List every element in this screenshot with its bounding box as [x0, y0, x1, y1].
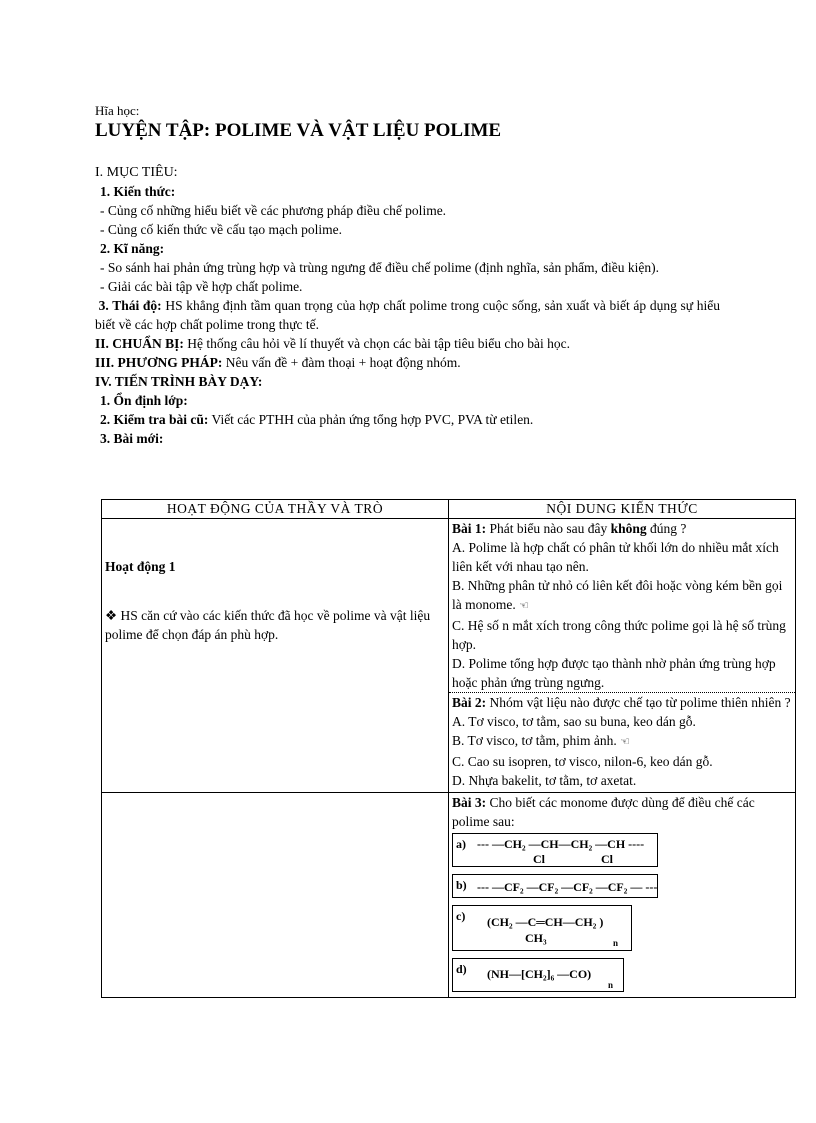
activity-text-block — [105, 606, 445, 644]
skills-item: - So sánh hai phản ứng trùng hợp và trùng ngưng để điều chế polime (định nghĩa, sản phẩm, điều kiện). — [100, 260, 660, 275]
skills-item: - Giải các bài tập về hợp chất polime. — [100, 279, 303, 294]
option-b — [452, 576, 792, 616]
formula-chain: --- —CF₂ —CF₂ —CF₂ —CF₂ — --- — [477, 880, 658, 894]
preparation-label: II. CHUẨN BỊ: — [95, 336, 184, 351]
question-label: Bài 1: — [452, 521, 487, 536]
option-c: C. Hệ số n mắt xích trong công thức polime gọi là hệ số trùng hợp. — [452, 618, 786, 652]
formula-substituent: Cl — [533, 852, 545, 866]
attitude-label: 3. Thái độ: — [98, 298, 162, 313]
content-cell — [449, 793, 796, 998]
answer-mark-icon: ☜ — [620, 736, 631, 748]
activity-cell — [102, 793, 449, 998]
formula-c — [452, 905, 632, 951]
option-text: B. Tơ visco, tơ tằm, phim ảnh. — [452, 733, 617, 748]
document-page — [95, 103, 725, 448]
step-3: 3. Bài mới: — [100, 431, 164, 446]
formula-label: d) — [456, 962, 467, 976]
knowledge-item: - Củng cố kiến thức về cấu tạo mạch polime. — [100, 222, 342, 237]
step-2-label: 2. Kiểm tra bài cũ: — [100, 412, 209, 427]
bullet-icon: ❖ — [105, 608, 118, 623]
option-c: C. Cao su isopren, tơ visco, nilon-6, keo dán gỗ. — [452, 754, 713, 769]
activity-title: Hoạt động 1 — [105, 559, 176, 574]
question-1-stem — [452, 519, 792, 538]
option-d: D. Nhựa bakelit, tơ tằm, tơ axetat. — [452, 773, 637, 788]
formula-label: a) — [456, 837, 466, 851]
lesson-table — [101, 499, 796, 998]
formula-chain: --- —CH₂ —CH—CH₂ —CH ---- — [477, 837, 645, 851]
question-emphasis: không — [610, 521, 647, 536]
formula-label: b) — [456, 878, 467, 892]
formula-subscript: n — [613, 938, 619, 948]
question-text: Nhóm vật liệu nào được chế tạo từ polime thiên nhiên ? — [489, 695, 791, 710]
question-text: đúng ? — [650, 521, 687, 536]
question-2-stem — [452, 693, 792, 712]
table-header-row — [102, 500, 796, 519]
question-3-stem — [452, 793, 792, 831]
preparation-line — [95, 334, 725, 353]
question-label: Bài 2: — [452, 695, 487, 710]
column-header: NỘI DUNG KIẾN THỨC — [449, 500, 796, 519]
formula-substituent: Cl — [601, 852, 613, 866]
option-a: A. Polime là hợp chất có phân tử khối lớn do nhiều mắt xích liên kết với nhau tạo nên. — [452, 540, 779, 574]
method-label: III. PHƯƠNG PHÁP: — [95, 355, 223, 370]
column-header: HOẠT ĐỘNG CỦA THẦY VÀ TRÒ — [102, 500, 449, 519]
formula-chain: (NH—[CH₂]₆ —CO) — [487, 967, 592, 981]
question-label: Bài 3: — [452, 795, 487, 810]
table-row — [102, 793, 796, 998]
formula-a — [452, 833, 658, 867]
step-2-text: Viết các PTHH của phản ứng tổng hợp PVC, PVA từ etilen. — [211, 412, 534, 427]
section-objectives-heading: I. MỤC TIÊU: — [95, 165, 178, 180]
step-1: 1. Ổn định lớp: — [100, 393, 188, 408]
knowledge-heading: 1. Kiến thức: — [100, 184, 176, 199]
option-a: A. Tơ visco, tơ tằm, sao su buna, keo dán gỗ. — [452, 714, 696, 729]
option-text: B. Những phân tử nhỏ có liên kết đôi hoặc vòng kém bền gọi là monome. — [452, 578, 783, 612]
table-row — [102, 519, 796, 793]
step-2 — [95, 410, 725, 429]
formula-subscript: n — [608, 980, 614, 990]
formula-label: c) — [456, 909, 466, 923]
formula-b — [452, 874, 658, 898]
question-text: Cho biết các monome được dùng để điều chế các polime sau: — [452, 795, 755, 829]
option-d: D. Polime tổng hợp được tạo thành nhờ phản ứng trùng hợp hoặc phản ứng trùng ngưng. — [452, 656, 776, 690]
activity-text: HS căn cứ vào các kiến thức đã học về polime và vật liệu polime để chọn đáp án phù hợp. — [105, 608, 431, 642]
attitude-text: HS khẳng định tầm quan trọng của hợp chất polime trong cuộc sống, sản xuất và biết áp dụng sự hiểu biết về các hợp chất polime trong thực tế. — [95, 298, 720, 332]
answer-mark-icon: ☜ — [519, 600, 529, 612]
option-b — [452, 731, 792, 752]
preparation-text: Hệ thống câu hỏi về lí thuyết và chọn các bài tập tiêu biểu cho bài học. — [187, 336, 571, 351]
formula-d — [452, 958, 624, 992]
method-text: Nêu vấn đề + đàm thoại + hoạt động nhóm. — [225, 355, 461, 370]
page-title: LUYỆN TẬP: POLIME VÀ VẬT LIỆU POLIME — [95, 120, 502, 141]
question-2 — [449, 693, 795, 790]
subject-label: Hĩa học: — [95, 103, 140, 118]
skills-heading: 2. Kĩ năng: — [100, 241, 165, 256]
question-1 — [449, 519, 795, 693]
activity-cell — [102, 519, 449, 793]
method-line — [95, 353, 725, 372]
question-text: Phát biểu nào sau đây — [489, 521, 608, 536]
formula-substituent: CH₃ — [525, 931, 547, 945]
procedure-heading: IV. TIẾN TRÌNH BÀY DẠY: — [95, 374, 263, 389]
knowledge-item: - Củng cố những hiểu biết về các phương pháp điều chế polime. — [100, 203, 447, 218]
content-cell — [449, 519, 796, 793]
formula-chain: (CH₂ —C═CH—CH₂ ) — [487, 915, 604, 929]
attitude-paragraph — [95, 296, 720, 334]
